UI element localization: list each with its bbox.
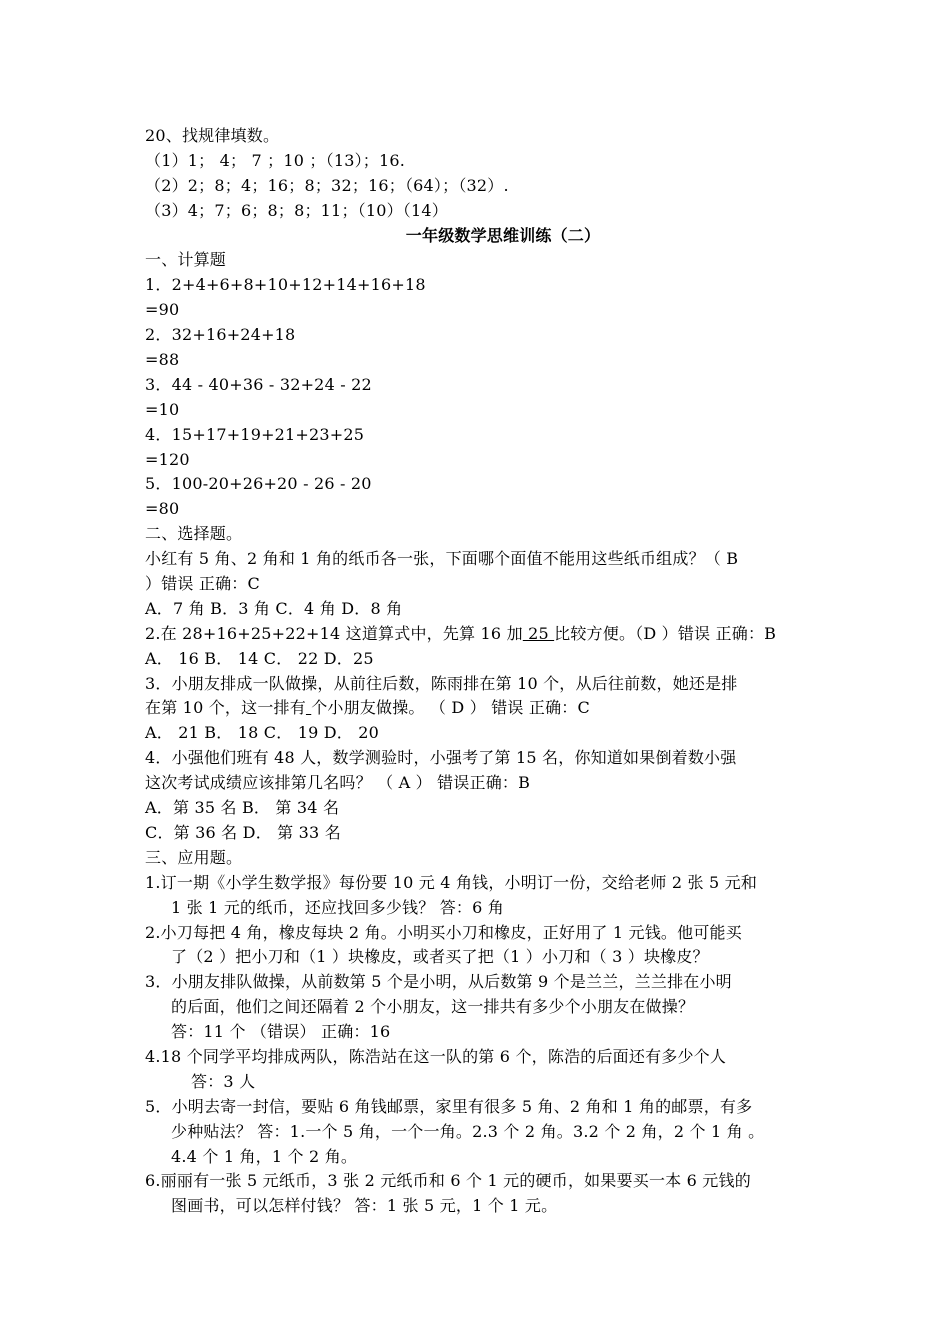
- app-1-question: 1.订一期《小学生数学报》每份要 10 元 4 角钱，小明订一份，交给老师 2 张 5 元和: [145, 872, 758, 892]
- app-5-answer-cont: 4.4 个 1 角，1 个 2 角。: [171, 1146, 358, 1166]
- heading-application: 三、应用题。: [145, 847, 243, 867]
- app-5-question-cont: 少种贴法？ 答：1.一个 5 角，一个一角。2.3 个 2 角。3.2 个 2 角，2 个 1 角 。: [171, 1121, 765, 1141]
- calc-4-answer: =120: [145, 449, 190, 469]
- choice-4-question: 4．小强他们班有 48 人，数学测验时，小强考了第 15 名，你知道如果倒着数小强: [145, 748, 737, 768]
- choice-3-question-cont: [145, 696, 813, 721]
- choice-3-options: A． 21 B． 18 C． 19 D． 20: [145, 723, 380, 743]
- line-2: （1）1； 4； 7 ；10 ；（13）；16.: [145, 150, 406, 170]
- document-page: [145, 124, 813, 1219]
- calc-1: 1．2+4+6+8+10+12+14+16+18: [145, 275, 426, 295]
- choice-1-question-cont: ）错误 正确：C: [145, 574, 260, 594]
- app-2-question: 2.小刀每把 4 角，橡皮每块 2 角。小明买小刀和橡皮，正好用了 1 元钱。他可能买: [145, 922, 742, 942]
- app-3-question-cont: 的后面，他们之间还隔着 2 个小朋友，这一排共有多少个小朋友在做操？: [171, 997, 695, 1017]
- calc-5: 5．100-20+26+20 - 26 - 20: [145, 474, 372, 494]
- calc-2: 2．32+16+24+18: [145, 325, 296, 345]
- line-1: 20、找规律填数。: [145, 126, 280, 145]
- choice-2-text-after: 比较方便。（D ）错误 正确：B: [554, 623, 777, 643]
- app-4-answer: 答：3 人: [191, 1071, 256, 1091]
- choice-3-text-before: 在第 10 个，这一排有: [145, 698, 306, 718]
- calc-1-answer: =90: [145, 300, 180, 320]
- choice-1-question: 小红有 5 角、2 角和 1 角的纸币各一张，下面哪个面值不能用这些纸币组成？（ B: [145, 549, 739, 569]
- section-title: 一年级数学思维训练（二）: [405, 225, 601, 245]
- app-4-question: 4.18 个同学平均排成两队，陈浩站在这一队的第 6 个，陈浩的后面还有多少个人: [145, 1046, 727, 1066]
- app-2-question-cont: 了（2 ）把小刀和（1 ）块橡皮，或者买了把（1 ）小刀和（ 3 ）块橡皮？: [171, 947, 709, 967]
- choice-3-text-after: 个小朋友做操。 （ D ） 错误 正确：C: [311, 698, 590, 718]
- line-3: （2）2；8；4；16；8；32；16；（64）；（32）.: [145, 175, 509, 195]
- app-5-question: 5．小明去寄一封信，要贴 6 角钱邮票，家里有很多 5 角、2 角和 1 角的邮票，有多: [145, 1096, 753, 1116]
- calc-3: 3．44 - 40+36 - 32+24 - 22: [145, 374, 372, 394]
- calc-4: 4．15+17+19+21+23+25: [145, 424, 365, 444]
- choice-2-text-before: 2.在 28+16+25+22+14 这道算式中，先算 16 加: [145, 623, 523, 643]
- app-1-question-cont: 1 张 1 元的纸币，还应找回多少钱？ 答：6 角: [171, 897, 504, 917]
- app-3-question: 3．小朋友排队做操，从前数第 5 个是小明，从后数第 9 个是兰兰，兰兰排在小明: [145, 972, 732, 992]
- calc-5-answer: =80: [145, 499, 180, 519]
- choice-1-options: A．7 角 B．3 角 C．4 角 D．8 角: [145, 598, 403, 618]
- app-6-question-cont: 图画书，可以怎样付钱？ 答：1 张 5 元，1 个 1 元。: [171, 1196, 558, 1216]
- choice-2-underlined-answer: 25: [522, 623, 555, 643]
- choice-4-question-cont: 这次考试成绩应该排第几名吗？ （ A ） 错误正确：B: [145, 773, 531, 793]
- choice-4-options-cd: C．第 36 名 D． 第 33 名: [145, 822, 341, 842]
- choice-2-options: A． 16 B． 14 C． 22 D．25: [145, 648, 374, 668]
- line-4: （3）4；7；6；8；8；11；（10）（14）: [145, 200, 448, 220]
- heading-calculation: 一、计算题: [145, 250, 227, 270]
- app-3-answer: 答：11 个 （错误） 正确：16: [171, 1022, 391, 1042]
- choice-3-question: 3．小朋友排成一队做操，从前往后数，陈雨排在第 10 个，从后往前数，她还是排: [145, 673, 738, 693]
- heading-choice: 二、选择题。: [145, 524, 243, 544]
- choice-2-question: [145, 622, 813, 647]
- choice-4-options-ab: A．第 35 名 B． 第 34 名: [145, 798, 340, 818]
- calc-2-answer: =88: [145, 350, 180, 370]
- app-6-question: 6.丽丽有一张 5 元纸币，3 张 2 元纸币和 6 个 1 元的硬币，如果要买一本 6 元钱的: [145, 1171, 751, 1191]
- calc-3-answer: =10: [145, 399, 180, 419]
